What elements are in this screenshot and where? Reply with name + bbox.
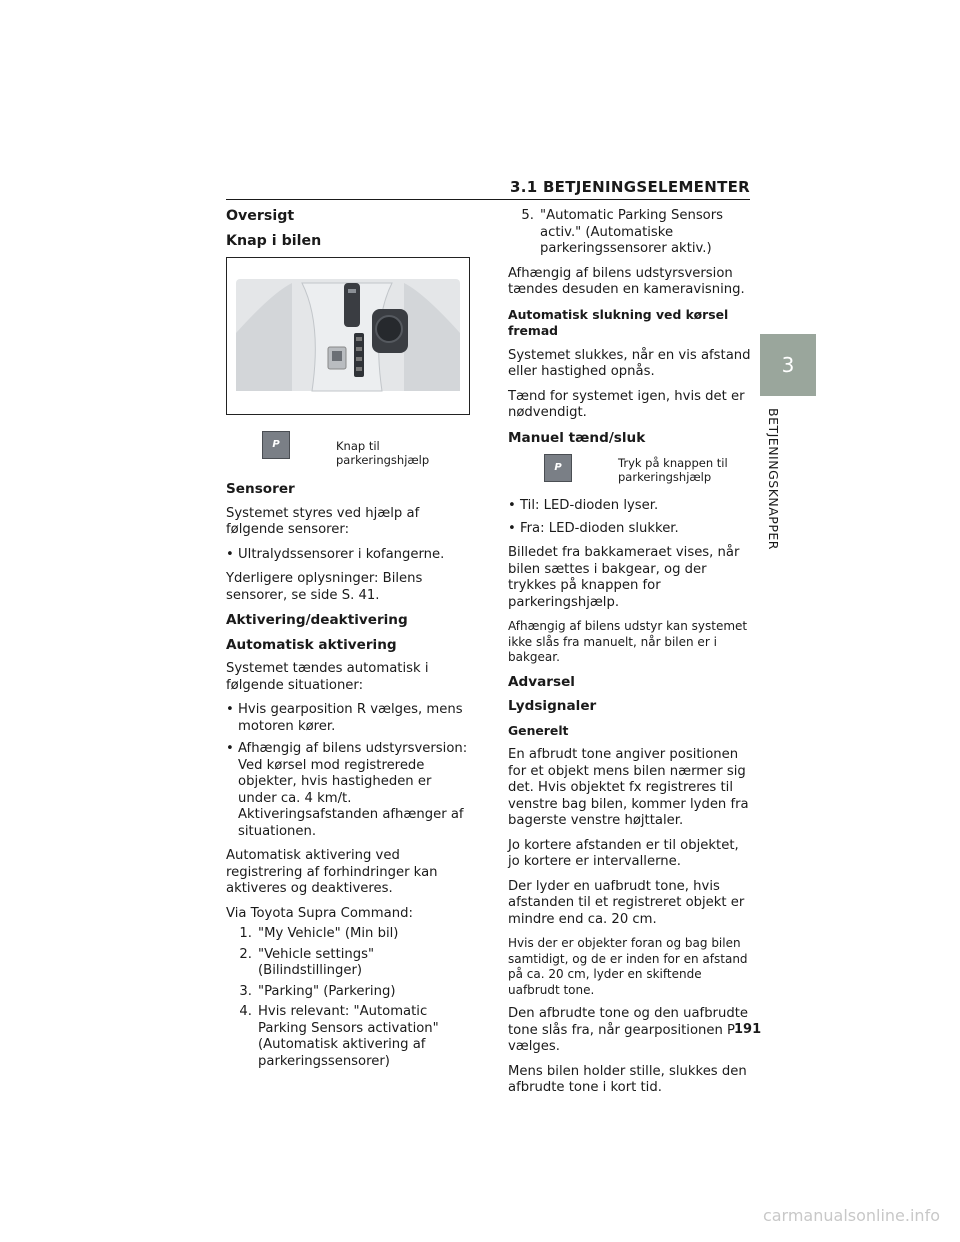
heading-sensorer: Sensorer <box>226 481 295 497</box>
note-foran-bag: Hvis der er objekter foran og bag bilen samtidigt, og de er inden for en afstand på ca. 20 cm, lyder en skiftende uafbrudt tone. <box>508 936 748 997</box>
step-text: "My Vehicle" (Min bil) <box>258 926 399 941</box>
steps-list-continued <box>508 208 754 258</box>
paragraph-kortere: Jo kortere afstanden er til objektet, jo kortere er intervallerne. <box>508 837 739 869</box>
list-item: • Fra: LED-dioden slukker. <box>508 521 754 538</box>
step-number: 3. <box>239 983 252 999</box>
chapter-label: BETJENINGSKNAPPER <box>766 408 781 550</box>
steps-list <box>226 926 472 1070</box>
step-text: "Vehicle settings" (Bilindstillinger) <box>258 946 375 978</box>
led-list <box>508 498 754 537</box>
heading-manuel: Manuel tænd/sluk <box>508 429 646 446</box>
parking-assist-icon <box>262 431 290 459</box>
chapter-number: 3 <box>781 353 795 377</box>
list-item: • Hvis gearposition R vælges, mens motoren kører. <box>226 702 472 735</box>
step-item <box>508 208 754 258</box>
paragraph-sensorer: Systemet styres ved hjælp af følgende sensorer: <box>226 505 420 537</box>
header-rule <box>226 199 750 200</box>
list-item: • Til: LED-dioden lyser. <box>508 498 754 515</box>
list-item: • Afhængig af bilens udstyrsversion: Ved kørsel mod registrerede objekter, hvis hastigheden er under ca. 4 km/t. Aktiveringsafstanden afhænger af situationen. <box>226 741 472 840</box>
paragraph-yderligere: Yderligere oplysninger: Bilens sensorer, se side S. 41. <box>226 571 423 603</box>
page-number: 191 <box>734 1022 762 1037</box>
header-title: 3.1 BETJENINGSELEMENTER <box>509 178 750 196</box>
paragraph-holder: Mens bilen holder stille, slukkes den afbrudte tone i kort tid. <box>508 1063 747 1095</box>
paragraph-forhindringer: Automatisk aktivering ved registrering af forhindringer kan aktiveres og deaktiveres. <box>226 848 438 896</box>
parking-icon-letter: P <box>554 461 562 473</box>
paragraph-billedet: Billedet fra bakkameraet vises, når bilen sættes i bakgear, og der trykkes på knappen for parkeringshjælp. <box>508 545 740 610</box>
paragraph-taend: Tænd for systemet igen, hvis det er nødvendigt. <box>508 388 745 420</box>
list-item: • Ultralydssensorer i kofangerne. <box>226 547 472 564</box>
step-item <box>226 947 472 980</box>
parking-button-caption: Tryk på knappen til parkeringshjælp <box>618 456 728 484</box>
paragraph-auto: Systemet tændes automatisk i følgende situationer: <box>226 661 429 693</box>
heading-advarsel: Advarsel <box>508 673 575 690</box>
paragraph-afbrudt: En afbrudt tone angiver positionen for et objekt mens bilen nærmer sig det. Hvis objektet fx registreres til venstre bag bilen, kommer lyden fra bagerste venstre højttaler. <box>508 747 749 828</box>
paragraph-kamera: Afhængig af bilens udstyrsversion tændes desuden en kameravisning. <box>508 265 745 297</box>
step-item <box>226 1004 472 1070</box>
paragraph-via: Via Toyota Supra Command: <box>226 905 413 921</box>
paragraph-sluk: Systemet slukkes, når en vis afstand eller hastighed opnås. <box>508 347 751 379</box>
chapter-tab <box>760 334 816 396</box>
step-text: Hvis relevant: "Automatic Parking Sensors activation" (Automatisk aktivering af parkeringssensorer) <box>258 1004 439 1069</box>
sensor-list <box>226 547 472 564</box>
console-illustration-icon <box>232 263 464 409</box>
heading-aktivering: Aktivering/deaktivering <box>226 612 408 628</box>
step-number: 5. <box>521 208 534 223</box>
note-bakgear: Afhængig af bilens udstyr kan systemet ikke slås fra manuelt, når bilen er i bakgear. <box>508 619 748 664</box>
console-figure <box>226 257 470 415</box>
heading-lydsignaler: Lydsignaler <box>508 698 597 714</box>
paragraph-uafbrudt: Der lyder en uafbrudt tone, hvis afstanden til et registreret objekt er mindre end ca. 20 cm. <box>508 878 745 927</box>
parking-icon-letter: P <box>272 438 280 450</box>
heading-generelt: Generelt <box>508 722 569 738</box>
step-text: "Parking" (Parkering) <box>258 983 396 999</box>
heading-oversigt: Oversigt <box>226 208 295 224</box>
heading-automatisk-aktivering: Automatisk aktivering <box>226 636 397 653</box>
right-column <box>508 208 754 1105</box>
step-text: "Automatic Parking Sensors activ." (Automatiske parkeringssensorer aktiv.) <box>540 208 724 256</box>
heading-knap-i-bilen: Knap i bilen <box>226 232 322 249</box>
parking-button-legend <box>262 431 472 467</box>
activation-list <box>226 702 472 840</box>
step-number: 2. <box>239 946 252 962</box>
parking-assist-icon <box>544 454 572 482</box>
step-item <box>226 984 472 1001</box>
parking-button-caption: Knap til parkeringshjælp <box>336 439 430 467</box>
parking-button-legend-manual <box>544 454 754 484</box>
left-column <box>226 208 472 1078</box>
heading-automatisk-slukning: Automatisk slukning ved kørsel fremad <box>508 306 729 338</box>
step-number: 4. <box>239 1004 252 1019</box>
step-item <box>226 926 472 943</box>
step-number: 1. <box>239 926 252 941</box>
paragraph-slaas: Den afbrudte tone og den uafbrudte tone slås fra, når gearpositionen P vælges. <box>508 1006 748 1054</box>
footer-watermark: carmanualsonline.info <box>762 1206 940 1225</box>
